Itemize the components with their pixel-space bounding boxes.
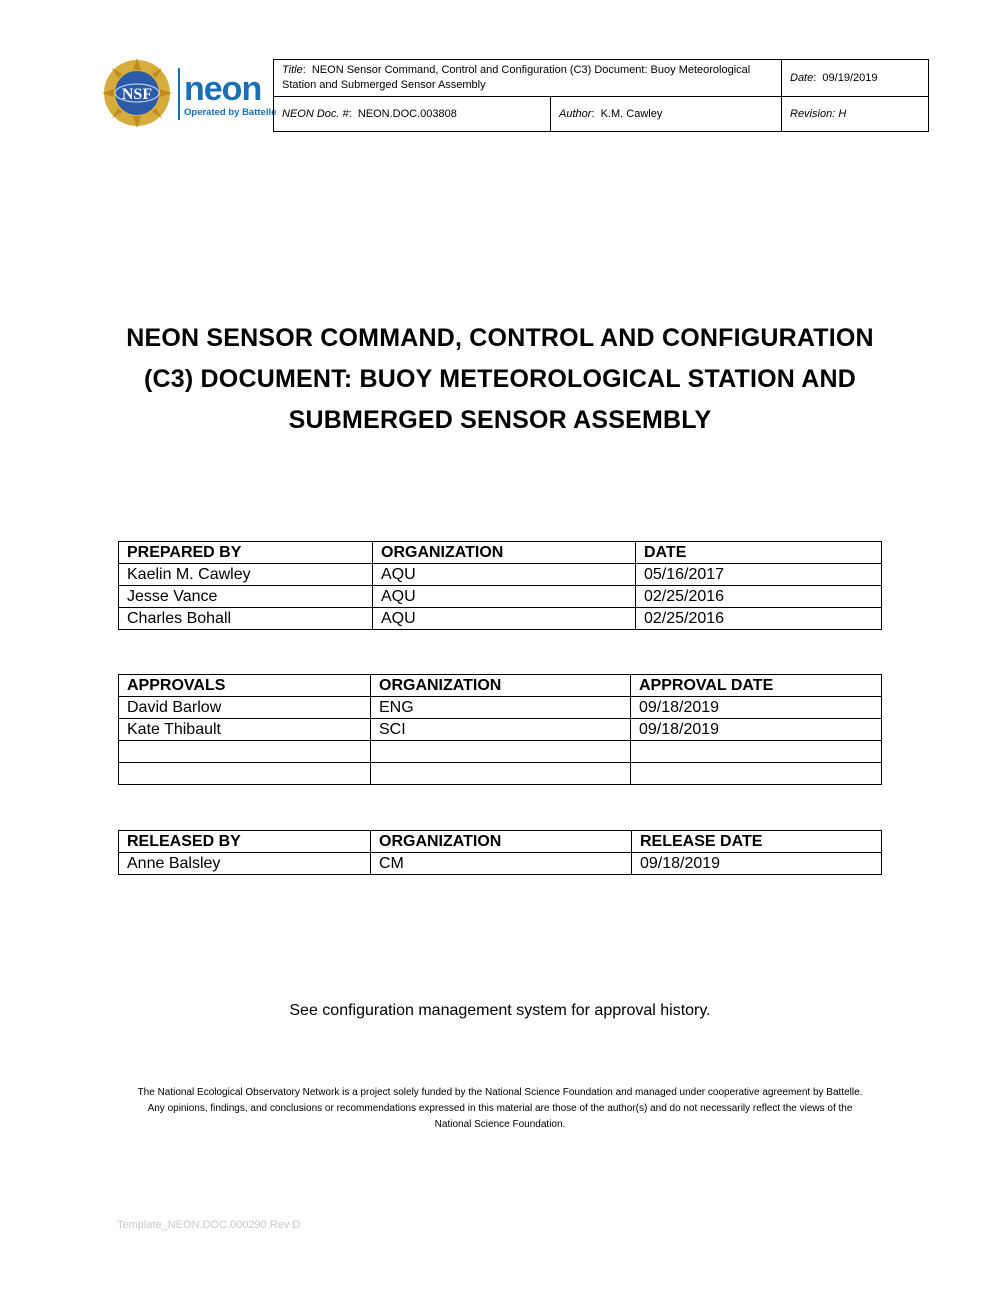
preparer-name: Jesse Vance xyxy=(119,586,373,608)
table-row xyxy=(119,586,882,608)
approver-name xyxy=(119,741,371,763)
table-row xyxy=(119,564,882,586)
preparer-organization: AQU xyxy=(373,564,636,586)
revision-value: H xyxy=(838,107,847,120)
header-doc-cell: NEON Doc. #: NEON.DOC.003808 xyxy=(274,97,551,132)
table-header: RELEASED BY xyxy=(119,831,371,853)
table-header: RELEASE DATE xyxy=(632,831,882,853)
table-header: PREPARED BY xyxy=(119,542,373,564)
releaser-name: Anne Balsley xyxy=(119,853,371,875)
header-date-cell: Date: 09/19/2019 xyxy=(782,60,929,97)
preparer-organization: AQU xyxy=(373,586,636,608)
approval-date: 09/18/2019 xyxy=(631,697,882,719)
title-label: Title xyxy=(282,64,303,76)
approval-date xyxy=(631,763,882,785)
preparer-date: 02/25/2016 xyxy=(636,586,882,608)
neon-nsf-logo xyxy=(102,58,277,128)
table-header: ORGANIZATION xyxy=(373,542,636,564)
release-date: 09/18/2019 xyxy=(632,853,882,875)
table-row xyxy=(119,719,882,741)
date-value: 09/19/2019 xyxy=(822,71,878,84)
table-row xyxy=(119,741,882,763)
svg-text:Operated by Battelle: Operated by Battelle xyxy=(184,107,277,118)
doc-number-value: NEON.DOC.003808 xyxy=(357,107,457,120)
table-row xyxy=(119,697,882,719)
approval-date: 09/18/2019 xyxy=(631,719,882,741)
svg-text:neon: neon xyxy=(184,70,262,108)
revision-label: Revision: xyxy=(790,107,836,120)
table-header: DATE xyxy=(636,542,882,564)
header-revision-cell xyxy=(782,97,929,132)
title-value: NEON Sensor Command, Control and Configuration (C3) Document: Buoy Meteorological Station and Submerged Sensor Assembly xyxy=(282,64,751,91)
template-id-footer: Template_NEON.DOC.000290 Rev D xyxy=(117,1219,301,1231)
funding-disclaimer xyxy=(110,1085,890,1133)
approver-name: David Barlow xyxy=(119,697,371,719)
approver-organization: ENG xyxy=(371,697,631,719)
svg-text:NSF: NSF xyxy=(121,86,153,103)
doc-number-label: NEON Doc. # xyxy=(282,107,349,120)
preparer-name: Charles Bohall xyxy=(119,608,373,630)
approval-history-note: See configuration management system for approval history. xyxy=(289,1002,711,1019)
prepared-by-table xyxy=(118,541,882,630)
table-header: ORGANIZATION xyxy=(371,675,631,697)
table-header: APPROVAL DATE xyxy=(631,675,882,697)
released-by-table xyxy=(118,830,882,875)
date-label: Date xyxy=(790,71,814,84)
logo-graphic xyxy=(102,58,277,128)
disclaimer-line: Any opinions, findings, and conclusions or recommendations expressed in this material are those of the author(s) and do not necessarily reflect the views of the xyxy=(147,1103,853,1114)
table-row xyxy=(119,763,882,785)
author-value: K.M. Cawley xyxy=(600,107,663,120)
author-label: Author xyxy=(559,107,592,120)
disclaimer-line: The National Ecological Observatory Network is a project solely funded by the National Science Foundation and managed under cooperative agreement by Battelle. xyxy=(137,1087,863,1098)
nsf-seal-icon xyxy=(102,58,172,128)
title-line: (C3) DOCUMENT: BUOY METEOROLOGICAL STATION AND xyxy=(144,365,856,393)
header-author-cell: Author: K.M. Cawley xyxy=(551,97,782,132)
releaser-organization: CM xyxy=(371,853,632,875)
preparer-organization: AQU xyxy=(373,608,636,630)
preparer-date: 05/16/2017 xyxy=(636,564,882,586)
title-line: SUBMERGED SENSOR ASSEMBLY xyxy=(288,406,712,434)
approver-name xyxy=(119,763,371,785)
table-row xyxy=(119,853,882,875)
preparer-name: Kaelin M. Cawley xyxy=(119,564,373,586)
approver-organization xyxy=(371,763,631,785)
approvals-table xyxy=(118,674,882,785)
approver-organization xyxy=(371,741,631,763)
table-header: ORGANIZATION xyxy=(371,831,632,853)
approver-organization: SCI xyxy=(371,719,631,741)
title-line: NEON SENSOR COMMAND, CONTROL AND CONFIGURATION xyxy=(126,324,874,352)
table-row xyxy=(119,608,882,630)
approval-date xyxy=(631,741,882,763)
approver-name: Kate Thibault xyxy=(119,719,371,741)
document-title xyxy=(100,318,900,441)
header-title-cell: Title: NEON Sensor Command, Control and Configuration (C3) Document: Buoy Meteorological Station and Submerged Sensor Assembly xyxy=(274,60,782,97)
document-header-table xyxy=(273,59,929,132)
disclaimer-line: National Science Foundation. xyxy=(434,1119,566,1130)
preparer-date: 02/25/2016 xyxy=(636,608,882,630)
table-header: APPROVALS xyxy=(119,675,371,697)
